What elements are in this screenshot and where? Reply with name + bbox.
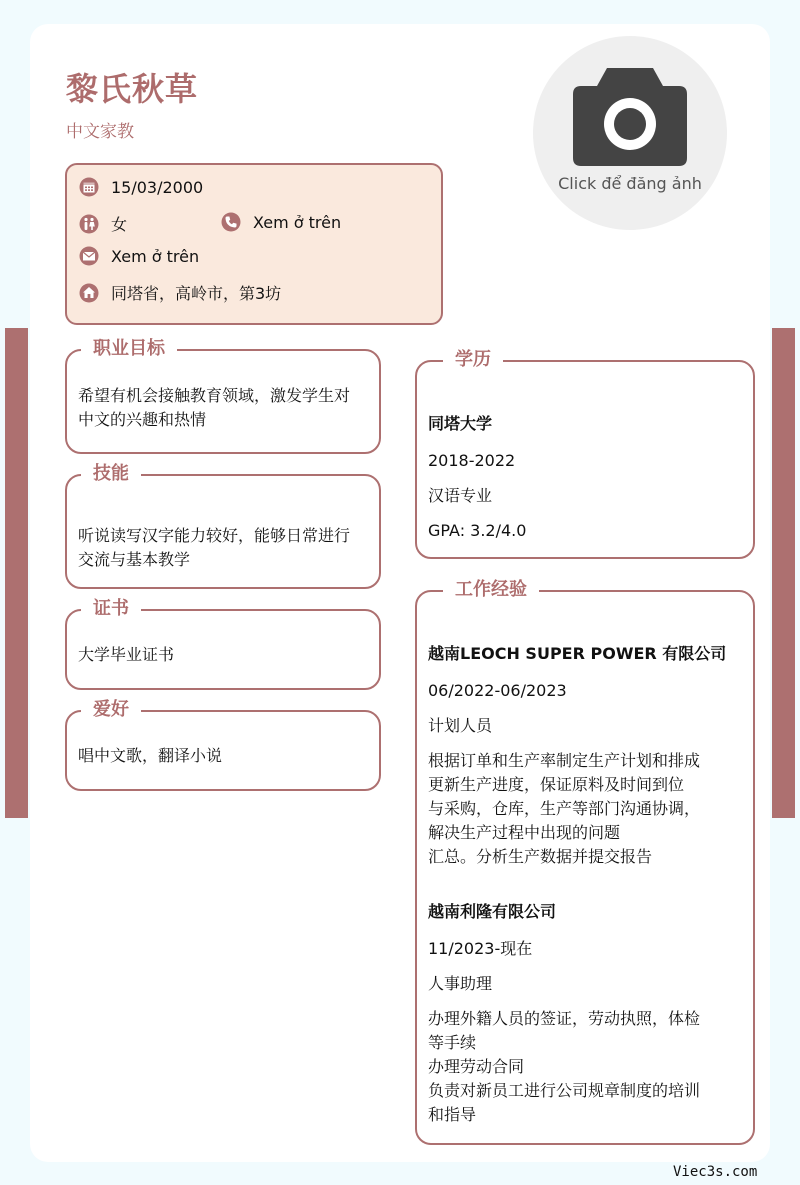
gender-value[interactable]: 女 [111,215,128,234]
skills-text[interactable] [78,524,375,572]
hobbies-title: 爱好 [81,698,141,722]
experience-title: 工作经验 [443,578,539,602]
address-value[interactable]: 同塔省，高岭市，第3坊 [111,284,282,303]
job-detail-line: 汇总。分析生产数据并提交报告 [428,847,653,866]
contact-info-box [65,163,443,325]
job-company[interactable]: 越南利隆有限公司 [428,902,557,921]
education-school[interactable]: 同塔大学 [428,414,493,433]
right-accent-stripe [772,328,795,818]
photo-upload-label: Click để đăng ảnh [558,174,702,193]
education-section [415,349,755,559]
skills-line: 交流与基本教学 [78,550,191,569]
job-detail-line: 根据订单和生产率制定生产计划和排成 [428,751,701,770]
objective-section [65,338,381,454]
calendar-icon [79,177,99,197]
job-position[interactable]: 中文家教 [66,122,134,142]
job-detail-line: 等手续 [428,1033,477,1052]
skills-section [65,463,381,589]
job-detail-line: 解决生产过程中出现的问题 [428,823,621,842]
job-company[interactable]: 越南LEOCH SUPER POWER 有限公司 [428,644,727,663]
phone-value[interactable]: Xem ở trên [253,212,342,232]
phone-icon [221,212,241,232]
education-period[interactable]: 2018-2022 [428,451,516,470]
objective-line: 中文的兴趣和热情 [78,410,207,429]
email-value[interactable]: Xem ở trên [111,246,200,266]
job-role[interactable]: 人事助理 [428,974,493,993]
job-period[interactable]: 06/2022-06/2023 [428,681,567,700]
job-detail-line: 办理外籍人员的签证，劳动执照，体检 [428,1009,701,1028]
certificates-text[interactable]: 大学毕业证书 [78,645,175,664]
candidate-name[interactable]: 黎氏秋草 [66,70,199,108]
certificates-section [65,598,381,690]
skills-line: 听说读写汉字能力较好，能够日常进行 [78,526,351,545]
photo-upload[interactable] [533,36,727,230]
hobbies-text[interactable]: 唱中文歌，翻译小说 [78,746,223,765]
left-accent-stripe [5,328,28,818]
job-detail-line: 办理劳动合同 [428,1057,525,1076]
certificates-title: 证书 [81,597,141,621]
home-icon [79,283,99,303]
gender-icon [79,214,99,234]
objective-title: 职业目标 [81,337,177,361]
job-details[interactable] [428,749,743,869]
objective-line: 希望有机会接触教育领域，激发学生对 [78,386,351,405]
education-gpa[interactable]: GPA: 3.2/4.0 [428,521,527,540]
skills-title: 技能 [81,462,141,486]
education-title: 学历 [443,348,503,372]
job-role[interactable]: 计划人员 [428,716,493,735]
education-major[interactable]: 汉语专业 [428,486,493,505]
site-watermark: Viec3s.com [673,1164,758,1180]
birthdate-value[interactable]: 15/03/2000 [111,177,204,197]
camera-icon [571,64,689,168]
experience-section [415,579,755,1145]
job-detail-line: 负责对新员工进行公司规章制度的培训 [428,1081,701,1100]
job-detail-line: 和指导 [428,1105,477,1124]
hobbies-section [65,699,381,791]
job-detail-line: 更新生产进度，保证原料及时间到位 [428,775,685,794]
job-period[interactable]: 11/2023-现在 [428,939,533,958]
objective-text[interactable] [78,384,375,432]
email-icon [79,246,99,266]
job-detail-line: 与采购，仓库，生产等部门沟通协调， [428,799,701,818]
job-details[interactable] [428,1007,743,1127]
